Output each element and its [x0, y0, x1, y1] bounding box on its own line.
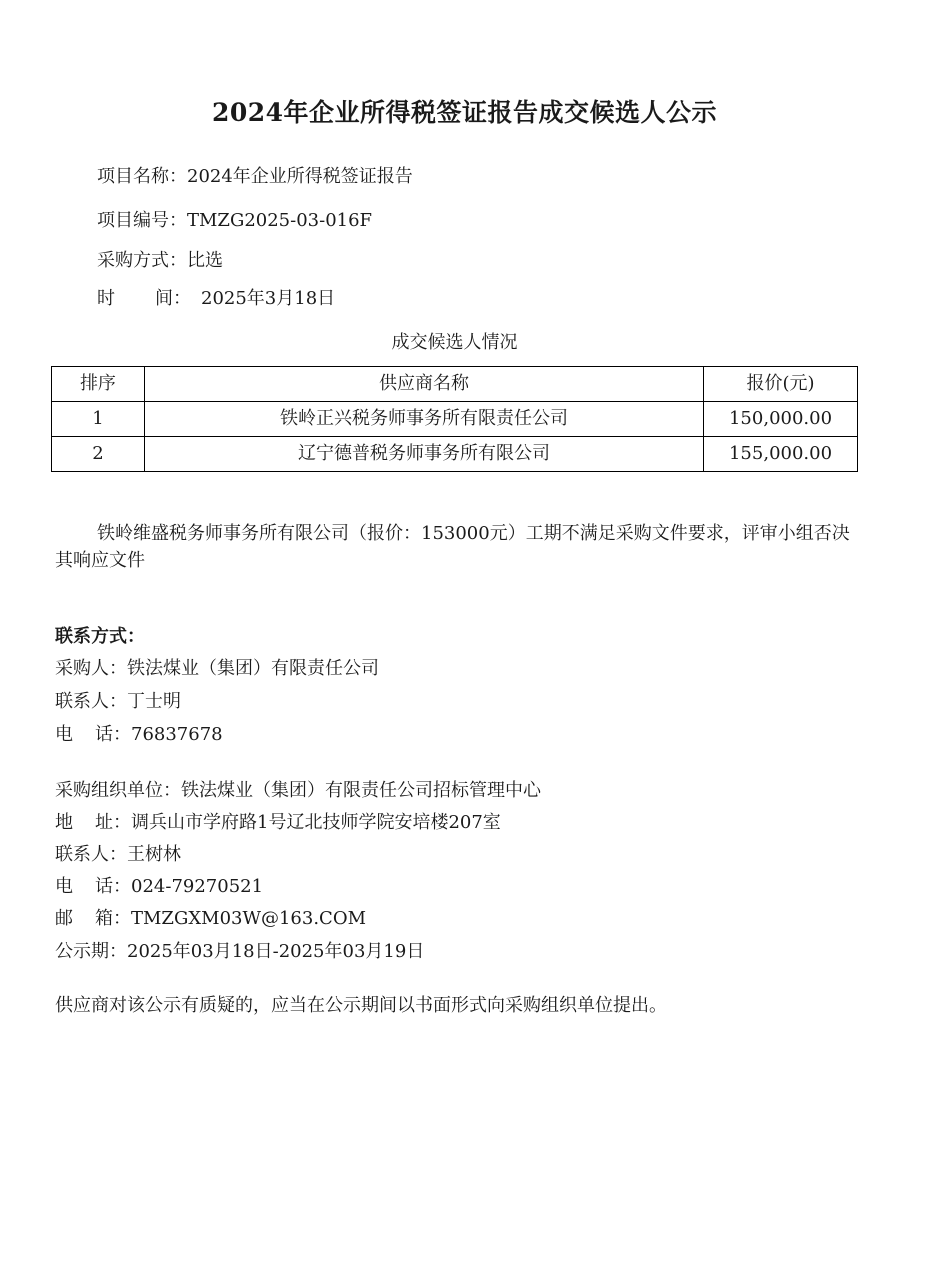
purchaser-contact-line	[55, 689, 181, 715]
agency-phone-line	[55, 874, 263, 900]
procurement-method-value: 比选	[187, 250, 223, 271]
email-value: TMZGXM03W@163.COM	[131, 908, 367, 929]
address-line	[55, 810, 501, 836]
time-label: 时 间：	[97, 288, 191, 309]
purchaser-contact-label: 联系人：	[55, 691, 127, 712]
purchaser-line	[55, 656, 379, 682]
objection-notice: 供应商对该公示有质疑的，应当在公示期间以书面形式向采购组织单位提出。	[55, 995, 667, 1016]
candidate-table	[51, 366, 858, 472]
time-value: 2025年3月18日	[201, 288, 336, 309]
table-row	[52, 402, 858, 437]
project-name-label: 项目名称：	[97, 166, 187, 187]
email-line	[55, 906, 366, 932]
table-caption: 成交候选人情况	[391, 332, 518, 353]
time-line	[97, 286, 335, 312]
cell-supplier: 铁岭正兴税务师事务所有限责任公司	[144, 402, 703, 437]
procurement-method-label: 采购方式：	[97, 250, 187, 271]
table-row	[52, 437, 858, 472]
agency-label: 采购组织单位：	[55, 780, 181, 801]
email-label: 邮 箱：	[55, 908, 131, 929]
table-header-row	[52, 367, 858, 402]
agency-value: 铁法煤业（集团）有限责任公司招标管理中心	[181, 780, 541, 801]
purchaser-phone-label: 电 话：	[55, 724, 131, 745]
header-price: 报价(元)	[704, 367, 858, 402]
publicity-period-label: 公示期：	[55, 941, 127, 962]
publicity-period-line	[55, 939, 424, 965]
purchaser-value: 铁法煤业（集团）有限责任公司	[127, 658, 379, 679]
address-label: 地 址：	[55, 812, 131, 833]
header-rank: 排序	[52, 367, 145, 402]
procurement-method-line	[97, 248, 223, 274]
address-value: 调兵山市学府路1号辽北技师学院安培楼207室	[131, 812, 501, 833]
project-code-value: TMZG2025-03-016F	[187, 210, 373, 231]
project-name-line	[97, 164, 413, 190]
agency-contact-line	[55, 842, 181, 868]
rejection-note: 铁岭维盛税务师事务所有限公司（报价：153000元）工期不满足采购文件要求，评审小组否决其响应文件	[55, 523, 850, 571]
agency-line	[55, 778, 541, 804]
agency-phone-value: 024-79270521	[131, 876, 264, 897]
cell-supplier: 辽宁德普税务师事务所有限公司	[144, 437, 703, 472]
page-title: 2024年企业所得税签证报告成交候选人公示	[211, 98, 718, 127]
contact-heading: 联系方式：	[55, 626, 145, 647]
project-name-value: 2024年企业所得税签证报告	[187, 166, 413, 187]
header-supplier: 供应商名称	[144, 367, 703, 402]
agency-phone-label: 电 话：	[55, 876, 131, 897]
purchaser-phone-line	[55, 722, 223, 748]
publicity-period-value: 2025年03月18日-2025年03月19日	[127, 941, 425, 962]
cell-rank: 2	[52, 437, 145, 472]
agency-contact-label: 联系人：	[55, 844, 127, 865]
cell-price: 155,000.00	[704, 437, 858, 472]
purchaser-phone-value: 76837678	[131, 724, 223, 745]
cell-price: 150,000.00	[704, 402, 858, 437]
purchaser-label: 采购人：	[55, 658, 127, 679]
project-code-label: 项目编号：	[97, 210, 187, 231]
project-code-line	[97, 208, 372, 234]
purchaser-contact-value: 丁士明	[127, 691, 181, 712]
agency-contact-value: 王树林	[127, 844, 181, 865]
cell-rank: 1	[52, 402, 145, 437]
